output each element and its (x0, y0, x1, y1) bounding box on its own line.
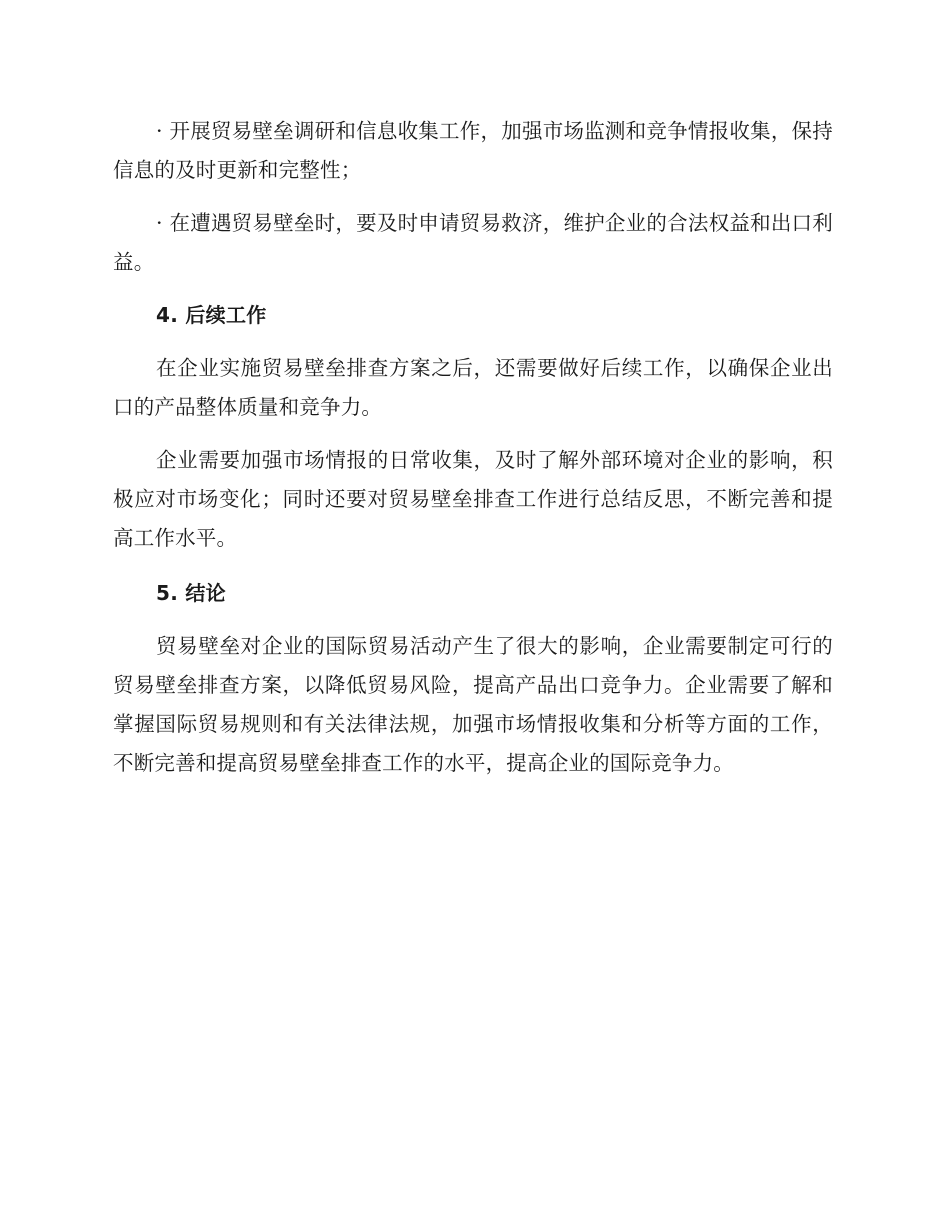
bullet-item-trade-barrier-research: · 开展贸易壁垒调研和信息收集工作，加强市场监测和竞争情报收集，保持信息的及时更新和完整性； (113, 119, 833, 182)
bullet-item-trade-remedy: · 在遭遇贸易壁垒时，要及时申请贸易救济，维护企业的合法权益和出口利益。 (113, 211, 833, 274)
paragraph-conclusion: 贸易壁垒对企业的国际贸易活动产生了很大的影响，企业需要制定可行的贸易壁垒排查方案，以降低贸易风险，提高产品出口竞争力。企业需要了解和掌握国际贸易规则和有关法律法规，加强市场情报收集和分析等方面的工作，不断完善和提高贸易壁垒排查工作的水平，提高企业的国际竞争力。 (113, 634, 833, 775)
paragraph-follow-up-details: 企业需要加强市场情报的日常收集，及时了解外部环境对企业的影响，积极应对市场变化；同时还要对贸易壁垒排查工作进行总结反思，不断完善和提高工作水平。 (113, 448, 833, 550)
section-heading-conclusion: 5. 结论 (156, 581, 226, 605)
section-heading-follow-up: 4. 后续工作 (156, 303, 267, 327)
paragraph-follow-up-intro: 在企业实施贸易壁垒排查方案之后，还需要做好后续工作，以确保企业出口的产品整体质量和竞争力。 (113, 356, 833, 419)
document-page (113, 112, 833, 783)
